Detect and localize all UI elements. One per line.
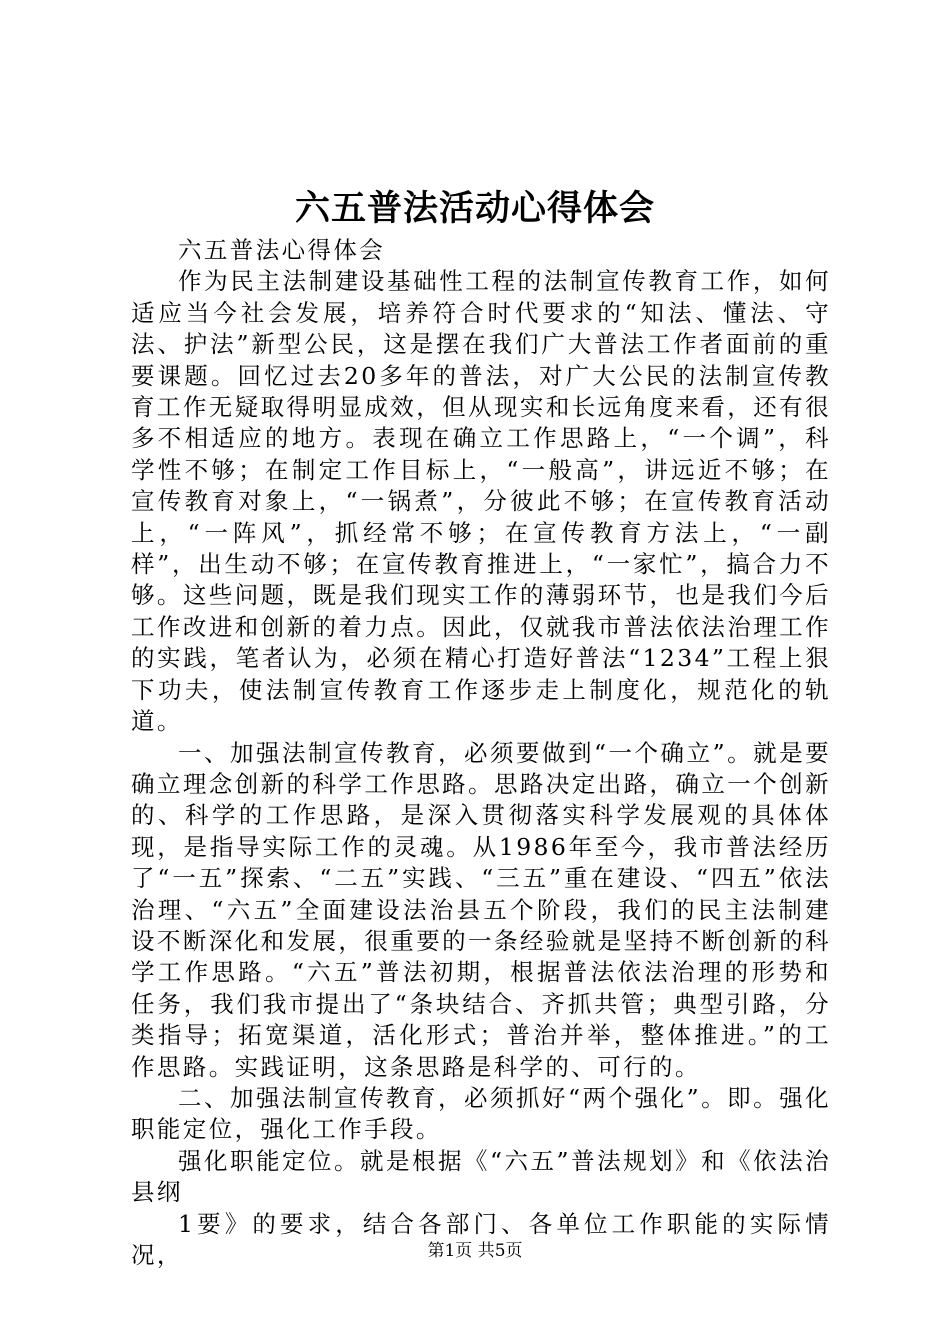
- document-title: 六五普法活动心得体会: [294, 188, 655, 229]
- paragraph-section-two: 二、加强法制宣传教育，必须抓好“两个强化”。即。强化职能定位，强化工作手段。: [131, 1083, 831, 1144]
- paragraph-section-one: 一、加强法制宣传教育，必须要做到“一个确立”。就是要确立理念创新的科学工作思路。思路决定出路，确立一个创新的、科学的工作思路，是深入贯彻落实科学发展观的具体体现，是指导实际工作的灵魂。从1986年至今，我市普法经历了“一五”探索、“二五”实践、“三五”重在建设、“四五”依法治理、“六五”全面建设法治县五个阶段，我们的民主法制建设不断深化和发展，很重要的一条经验就是坚持不断创新的科学工作思路。“六五”普法初期，根据普法依法治理的形势和任务，我们我市提出了“条块结合、齐抓共管；典型引路，分类指导；拓宽渠道，活化形式；普治并举，整体推进。”的工作思路。实践证明，这条思路是科学的、可行的。: [131, 738, 831, 1081]
- document-body: [131, 235, 831, 1271]
- paragraph-continuation: 1要》的要求，结合各部门、各单位工作职能的实际情况，: [131, 1209, 831, 1269]
- paragraph-functional-positioning: 强化职能定位。就是根据《“六五”普法规划》和《依法治县纲: [131, 1146, 831, 1207]
- page-footer: 第1页 共5页: [427, 1241, 523, 1261]
- paragraph-subtitle: 六五普法心得体会: [178, 236, 386, 264]
- paragraph-intro: 作为民主法制建设基础性工程的法制宣传教育工作，如何适应当今社会发展，培养符合时代要求的“知法、懂法、守法、护法”新型公民，这是摆在我们广大普法工作者面前的重要课题。回忆过去20多年的普法，对广大公民的法制宣传教育工作无疑取得明显成效，但从现实和长远角度来看，还有很多不相适应的地方。表现在确立工作思路上，“一个调”，科学性不够；在制定工作目标上，“一般高”，讲远近不够；在宣传教育对象上，“一锅煮”，分彼此不够；在宣传教育活动上，“一阵风”，抓经常不够；在宣传教育方法上，“一副样”，出生动不够；在宣传教育推进上，“一家忙”，搞合力不够。这些问题，既是我们现实工作的薄弱环节，也是我们今后工作改进和创新的着力点。因此，仅就我市普法依法治理工作的实践，笔者认为，必须在精心打造好普法“1234”工程上狠下功夫，使法制宣传教育工作逐步走上制度化，规范化的轨道。: [131, 267, 831, 736]
